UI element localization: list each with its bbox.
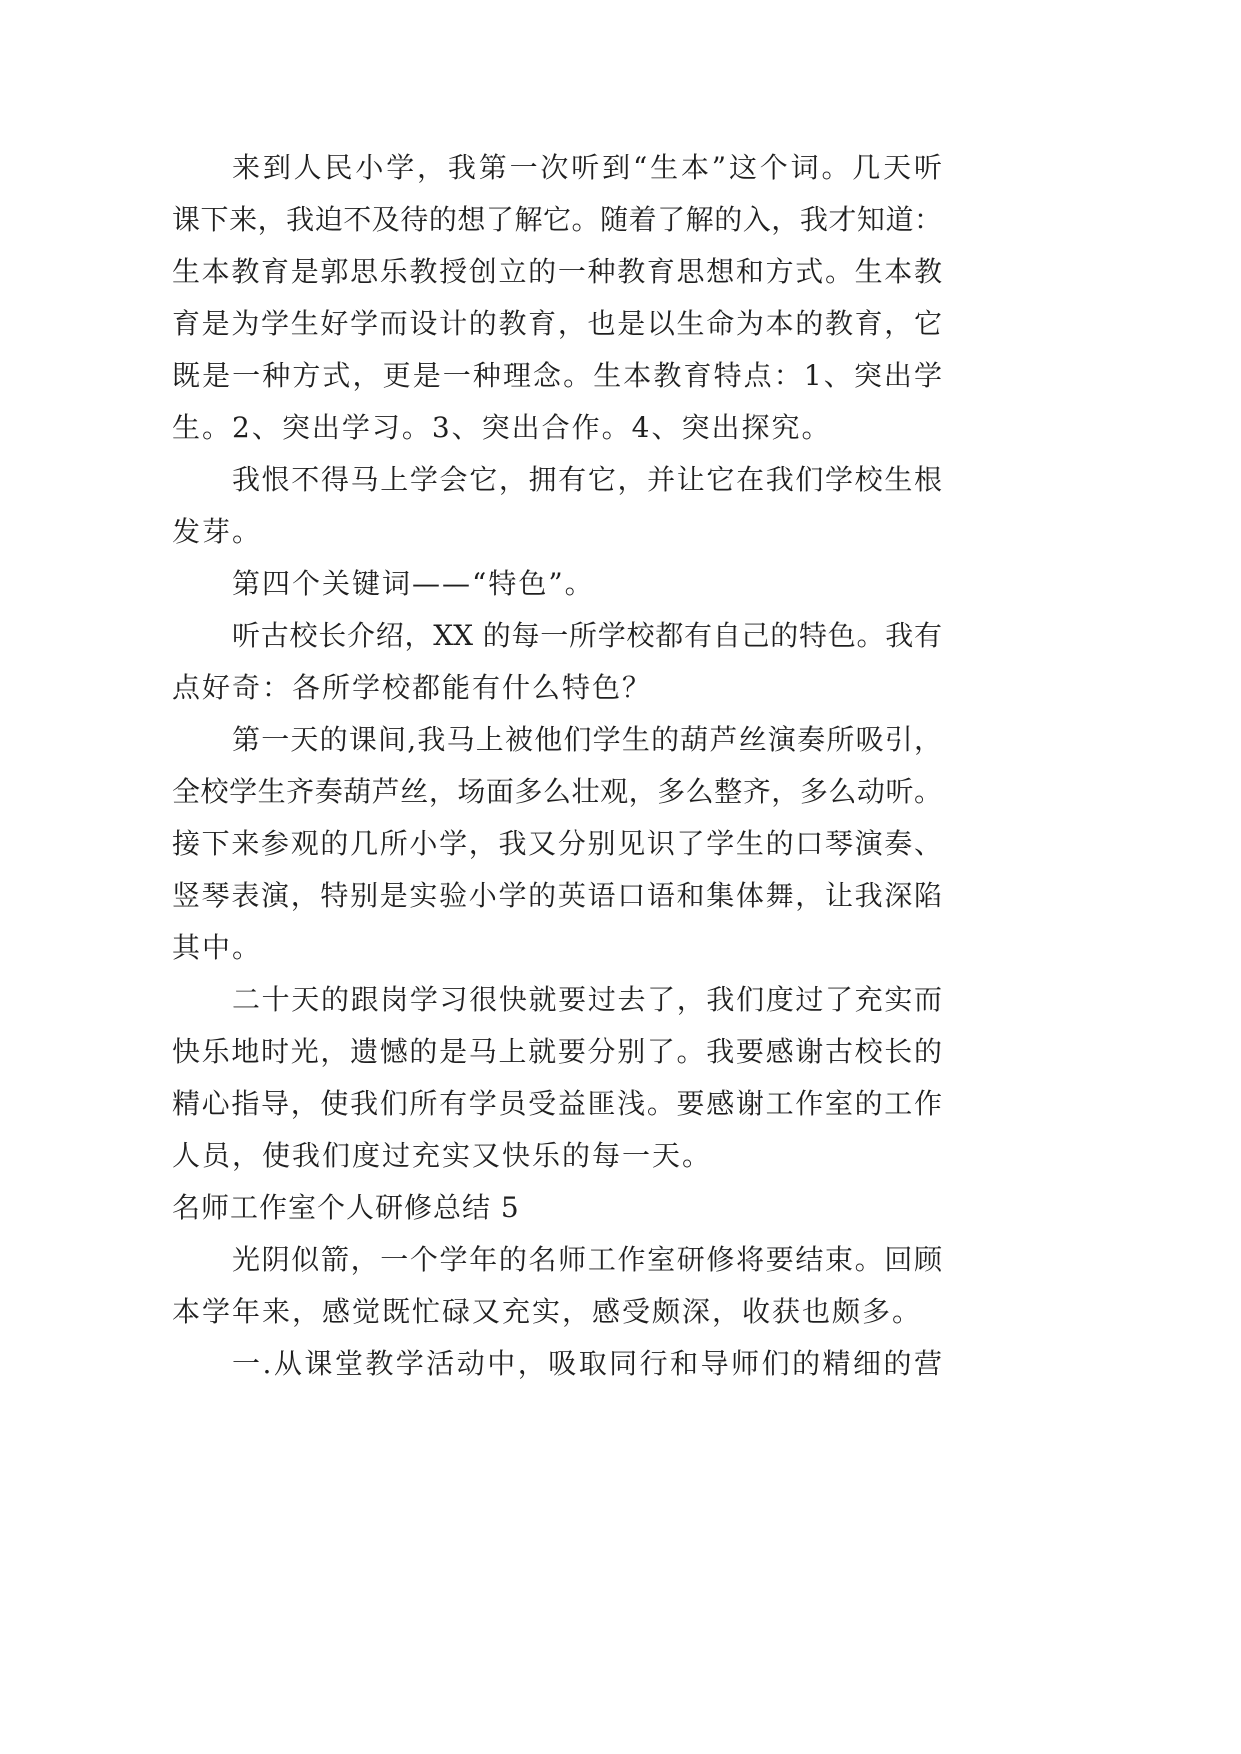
- text-line: 发芽。: [172, 515, 263, 548]
- paragraph: [172, 714, 942, 974]
- document-body: [172, 142, 942, 1390]
- text-line: 第四个关键词——“特色”。: [232, 567, 595, 600]
- text-line: 本学年来，感觉既忙碌又充实，感受颇深，收获也颇多。: [172, 1295, 923, 1328]
- text-line: 生本教育是郭思乐教授创立的一种教育思想和方式。生本教: [172, 255, 942, 288]
- text-line: 其中。: [172, 931, 263, 964]
- text-line: 光阴似箭，一个学年的名师工作室研修将要结束。回顾: [232, 1243, 942, 1276]
- text-line: 一.从课堂教学活动中，吸取同行和导师们的精细的营: [232, 1347, 942, 1380]
- paragraph: [172, 610, 942, 714]
- paragraph: [172, 1234, 942, 1338]
- section-heading: 名师工作室个人研修总结 5: [172, 1191, 520, 1224]
- text-line: 竖琴表演，特别是实验小学的英语口语和集体舞，让我深陷: [172, 879, 942, 912]
- paragraph: [172, 974, 942, 1182]
- text-line: 既是一种方式，更是一种理念。生本教育特点：1、突出学: [172, 359, 942, 392]
- text-line: 人员，使我们度过充实又快乐的每一天。: [172, 1139, 713, 1172]
- text-line: 来到人民小学，我第一次听到“生本”这个词。几天听: [232, 151, 942, 184]
- paragraph: [172, 142, 942, 454]
- text-line: 第一天的课间,我马上被他们学生的葫芦丝演奏所吸引，: [232, 723, 942, 756]
- paragraph: [172, 454, 942, 558]
- text-line: 育是为学生好学而设计的教育，也是以生命为本的教育，它: [172, 307, 942, 340]
- text-line: 精心指导，使我们所有学员受益匪浅。要感谢工作室的工作: [172, 1087, 942, 1120]
- text-line: 生。2、突出学习。3、突出合作。4、突出探究。: [172, 411, 832, 444]
- text-line: 二十天的跟岗学习很快就要过去了，我们度过了充实而: [232, 983, 942, 1016]
- text-line: 接下来参观的几所小学，我又分别见识了学生的口琴演奏、: [172, 827, 942, 860]
- text-line: 点好奇：各所学校都能有什么特色？: [172, 671, 653, 704]
- text-line: 课下来，我迫不及待的想了解它。随着了解的入，我才知道：: [172, 203, 942, 236]
- text-line: 快乐地时光，遗憾的是马上就要分别了。我要感谢古校长的: [172, 1035, 942, 1068]
- paragraph: [172, 1338, 942, 1390]
- text-line: 全校学生齐奏葫芦丝，场面多么壮观，多么整齐，多么动听。: [172, 775, 942, 808]
- paragraph: [172, 558, 942, 610]
- text-line: 我恨不得马上学会它，拥有它，并让它在我们学校生根: [232, 463, 942, 496]
- text-line: 听古校长介绍，XX 的每一所学校都有自己的特色。我有: [232, 619, 942, 652]
